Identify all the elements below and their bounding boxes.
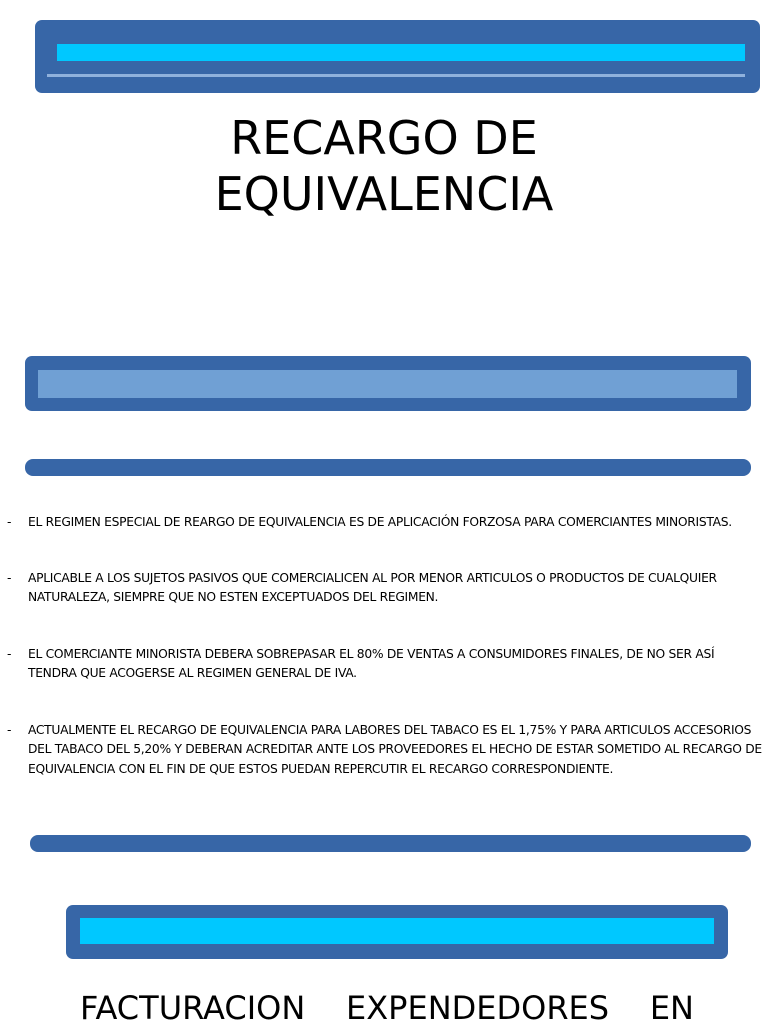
title-line-1: RECARGO DE bbox=[230, 111, 538, 165]
page-title bbox=[0, 110, 768, 222]
bullet-marker: - bbox=[7, 646, 12, 661]
list-item bbox=[0, 513, 768, 533]
top-banner-light-line bbox=[47, 74, 745, 77]
list-item-text: APLICABLE A LOS SUJETOS PASIVOS QUE COMERCIALICEN AL POR MENOR ARTICULOS O PRODUCTOS DE CUALQUIER NATURALEZA, SIEMPRE QUE NO ESTEN EXCEPTUADOS DEL REGIMEN. bbox=[28, 570, 717, 604]
footer-heading bbox=[80, 986, 694, 1030]
top-banner-cyan-stripe bbox=[57, 44, 745, 61]
footer-word-1: FACTURACION bbox=[80, 989, 306, 1027]
divider-top bbox=[25, 459, 751, 476]
middle-banner-light-stripe bbox=[38, 370, 737, 398]
footer-word-3: EN bbox=[649, 989, 694, 1027]
list-item bbox=[0, 645, 768, 684]
divider-bottom bbox=[30, 835, 751, 852]
bullet-marker: - bbox=[7, 515, 12, 529]
footer-word-2: EXPENDEDORES bbox=[346, 989, 610, 1027]
list-item-text: EL REGIMEN ESPECIAL DE REARGO DE EQUIVALENCIA ES DE APLICACIÓN FORZOSA PARA COMERCIANTES MINORISTAS. bbox=[28, 515, 732, 529]
list-item bbox=[0, 569, 768, 608]
list-item-text: ACTUALMENTE EL RECARGO DE EQUIVALENCIA PARA LABORES DEL TABACO ES EL 1,75% Y PARA ARTICULOS ACCESORIOS DEL TABACO DEL 5,20% Y DEBERAN ACREDITAR ANTE LOS PROVEEDORES EL HECHO DE ESTAR SOMETIDO AL RECARGO DE EQUIVALENCIA CON EL FIN DE QUE ESTOS PUEDAN REPERCUTIR EL RECARGO CORRESPONDIENTE. bbox=[28, 722, 762, 776]
bottom-banner-cyan-stripe bbox=[80, 918, 714, 944]
bullet-marker: - bbox=[7, 570, 12, 585]
title-line-2: EQUIVALENCIA bbox=[214, 167, 554, 221]
list-item bbox=[0, 721, 768, 780]
bullet-marker: - bbox=[7, 722, 12, 737]
middle-banner bbox=[25, 356, 751, 411]
list-item-text: EL COMERCIANTE MINORISTA DEBERA SOBREPASAR EL 80% DE VENTAS A CONSUMIDORES FINALES, DE NO SER ASÍ TENDRA QUE ACOGERSE AL REGIMEN GENERAL DE IVA. bbox=[28, 646, 715, 680]
bottom-banner bbox=[66, 905, 728, 959]
bullet-list bbox=[0, 513, 768, 779]
top-banner bbox=[35, 20, 760, 93]
